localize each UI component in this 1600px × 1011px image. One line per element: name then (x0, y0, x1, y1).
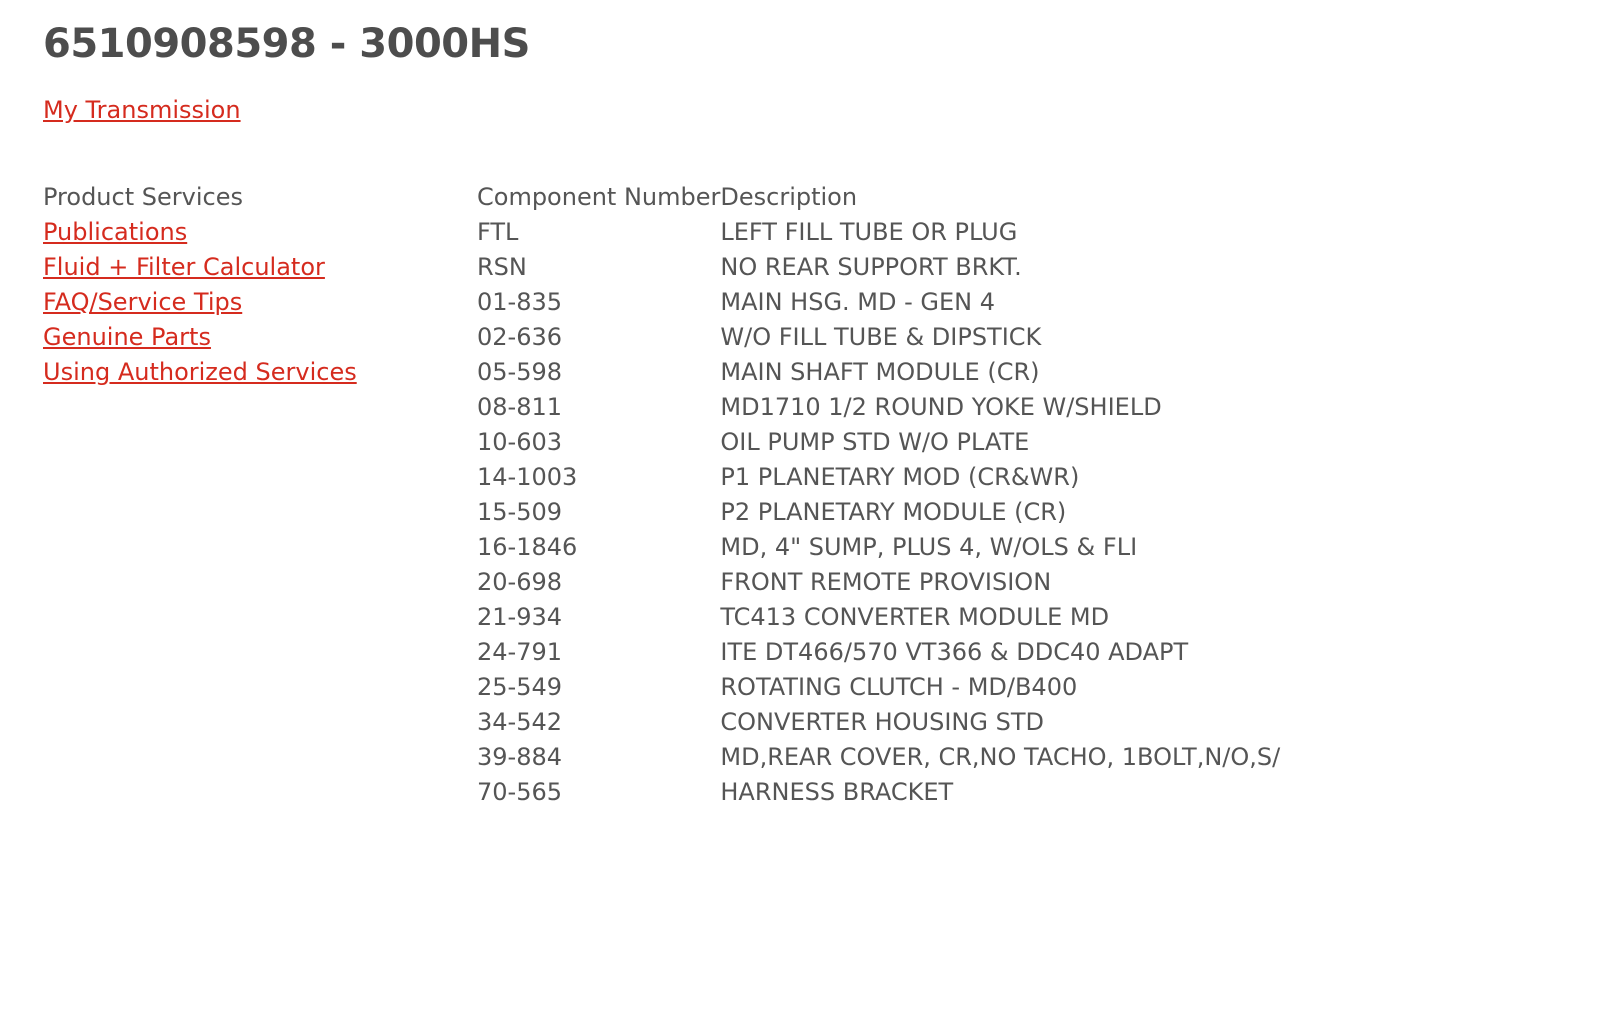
component-number: 21-934 (477, 603, 563, 631)
table-row (477, 740, 1320, 775)
table-header-row (477, 180, 1320, 215)
component-description: P1 PLANETARY MOD (CR&WR) (720, 463, 1080, 491)
component-number: FTL (477, 218, 519, 246)
table-row (477, 775, 1320, 810)
component-number: 14-1003 (477, 463, 578, 491)
component-description: MAIN SHAFT MODULE (CR) (720, 358, 1040, 386)
component-number: 70-565 (477, 778, 563, 806)
component-description: W/O FILL TUBE & DIPSTICK (720, 323, 1042, 351)
table-row (477, 390, 1320, 425)
component-number: 16-1846 (477, 533, 578, 561)
component-number: RSN (477, 253, 527, 281)
component-number: 08-811 (477, 393, 563, 421)
sidebar-list (43, 215, 443, 390)
component-description: MD, 4" SUMP, PLUS 4, W/OLS & FLI (720, 533, 1138, 561)
sidebar-item-using-authorized-services (43, 355, 443, 390)
table-row (477, 530, 1320, 565)
sidebar-item-genuine-parts (43, 320, 443, 355)
table-row (477, 705, 1320, 740)
fluid-filter-calculator-link[interactable]: Fluid + Filter Calculator (43, 253, 325, 281)
page-title: 6510908598 - 3000HS (43, 21, 530, 67)
component-description: TC413 CONVERTER MODULE MD (720, 603, 1110, 631)
component-description: FRONT REMOTE PROVISION (720, 568, 1052, 596)
table-row (477, 425, 1320, 460)
component-description: ITE DT466/570 VT366 & DDC40 ADAPT (720, 638, 1189, 666)
component-description: HARNESS BRACKET (720, 778, 954, 806)
component-description: MD1710 1/2 ROUND YOKE W/SHIELD (720, 393, 1162, 421)
components-table (477, 180, 1320, 810)
table-row (477, 600, 1320, 635)
column-header-component-number: Component Number (477, 183, 721, 211)
component-description: CONVERTER HOUSING STD (720, 708, 1044, 736)
component-description: OIL PUMP STD W/O PLATE (720, 428, 1030, 456)
component-number: 10-603 (477, 428, 563, 456)
component-number: 02-636 (477, 323, 563, 351)
my-transmission-link[interactable]: My Transmission (43, 96, 241, 124)
component-number: 24-791 (477, 638, 563, 666)
column-header-description: Description (720, 183, 858, 211)
component-number: 15-509 (477, 498, 563, 526)
table-row (477, 215, 1320, 250)
component-description: MD,REAR COVER, CR,NO TACHO, 1BOLT,N/O,S/ (720, 743, 1281, 771)
sidebar-item-fluid-filter-calculator (43, 250, 443, 285)
table-row (477, 250, 1320, 285)
using-authorized-services-link[interactable]: Using Authorized Services (43, 358, 357, 386)
component-number: 25-549 (477, 673, 563, 701)
table-row (477, 285, 1320, 320)
component-number: 39-884 (477, 743, 563, 771)
sidebar-item-publications (43, 215, 443, 250)
table-row (477, 355, 1320, 390)
table-row (477, 635, 1320, 670)
component-description: ROTATING CLUTCH - MD/B400 (720, 673, 1078, 701)
component-number: 34-542 (477, 708, 563, 736)
component-number: 05-598 (477, 358, 563, 386)
table-row (477, 565, 1320, 600)
genuine-parts-link[interactable]: Genuine Parts (43, 323, 211, 351)
component-description: MAIN HSG. MD - GEN 4 (720, 288, 996, 316)
table-row (477, 460, 1320, 495)
table-row (477, 320, 1320, 355)
table-row (477, 670, 1320, 705)
component-description: LEFT FILL TUBE OR PLUG (720, 218, 1018, 246)
product-services-sidebar (43, 180, 443, 390)
component-number: 01-835 (477, 288, 563, 316)
component-description: NO REAR SUPPORT BRKT. (720, 253, 1022, 281)
sidebar-heading: Product Services (43, 183, 243, 211)
publications-link[interactable]: Publications (43, 218, 188, 246)
component-number: 20-698 (477, 568, 563, 596)
faq-service-tips-link[interactable]: FAQ/Service Tips (43, 288, 243, 316)
component-description: P2 PLANETARY MODULE (CR) (720, 498, 1067, 526)
table-row (477, 495, 1320, 530)
sidebar-item-faq-service-tips (43, 285, 443, 320)
